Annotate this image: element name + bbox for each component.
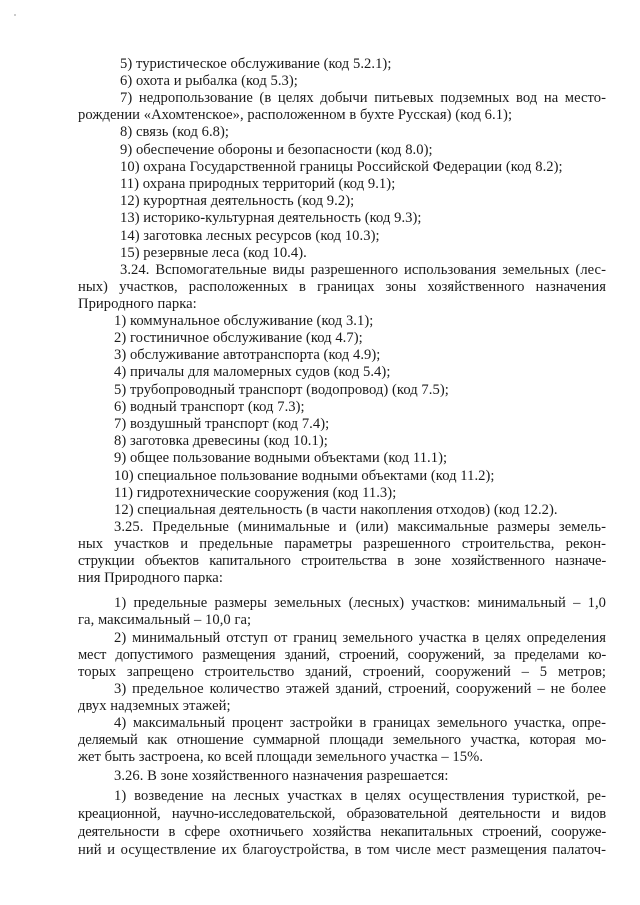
scan-speck — [14, 14, 16, 16]
text-line: 7) воздушный транспорт (код 7.4); — [114, 416, 330, 432]
text-line: 6) охота и рыбалка (код 5.3); — [120, 73, 298, 89]
text-line: Природного парка: — [78, 296, 197, 312]
text-line: 5) трубопроводный транспорт (водопровод) (код 7.5); — [114, 382, 449, 398]
text-line: 3) предельное количество этажей зданий, строений, сооружений – не более — [114, 681, 606, 697]
text-line: 15) резервные леса (код 10.4). — [120, 245, 307, 261]
text-line: 4) максимальный процент застройки в границах земельного участка, опре- — [114, 715, 606, 731]
text-line: 10) охрана Государственной границы Российской Федерации (код 8.2); — [120, 159, 563, 175]
text-line: 7) недропользование (в целях добычи питьевых подземных вод на место- — [120, 90, 606, 106]
text-line: ных участков и предельные параметры разрешенного строительства, рекон- — [78, 536, 606, 552]
text-line: 8) заготовка древесины (код 10.1); — [114, 433, 328, 449]
text-line: ния Природного парка: — [78, 570, 223, 586]
text-line: 1) возведение на лесных участках в целях осуществления туристкой, ре- — [114, 788, 606, 804]
text-line: торых запрещено строительство зданий, строений, сооружений – 5 метров; — [78, 664, 606, 680]
text-line: 11) охрана природных территорий (код 9.1); — [120, 176, 396, 192]
text-line: 9) общее пользование водными объектами (код 11.1); — [114, 450, 448, 466]
text-line: 6) водный транспорт (код 7.3); — [114, 399, 305, 415]
text-line: 10) специальное пользование водными объектами (код 11.2); — [114, 468, 495, 484]
text-line: жет быть застроена, ко всей площади земельного участка – 15%. — [78, 749, 484, 765]
text-line: 12) специальная деятельность (в части накопления отходов) (код 12.2). — [114, 502, 558, 518]
text-line: ных) участков, расположенных в границах зоны хозяйственного назначения — [78, 279, 606, 295]
text-line: мест допустимого размещения зданий, строений, сооружений, за пределами ко- — [78, 647, 606, 663]
section-heading: 3.24. Вспомогательные виды разрешенного использования земельных (лес- — [120, 262, 606, 278]
text-line: 5) туристическое обслуживание (код 5.2.1); — [120, 56, 392, 72]
text-line: 14) заготовка лесных ресурсов (код 10.3); — [120, 228, 380, 244]
text-line: 4) причалы для маломерных судов (код 5.4); — [114, 364, 391, 380]
text-line: 1) коммунальное обслуживание (код 3.1); — [114, 313, 374, 329]
text-line: креационной, научно-исследовательской, образовательной деятельности и видов — [78, 806, 606, 822]
text-line: 9) обеспечение обороны и безопасности (код 8.0); — [120, 142, 433, 158]
text-line: га, максимальный – 10,0 га; — [78, 612, 252, 628]
text-line: двух надземных этажей; — [78, 698, 231, 714]
text-line: ний и осуществление их благоустройства, в том числе мест размещения палаточ- — [78, 842, 606, 858]
text-line: 8) связь (код 6.8); — [120, 124, 230, 140]
text-line: 11) гидротехнические сооружения (код 11.3); — [114, 485, 397, 501]
text-line: 2) минимальный отступ от границ земельного участка в целях определения — [114, 630, 606, 646]
text-line: деляемый как отношение суммарной площади земельного участка, которая мо- — [78, 732, 606, 748]
text-line: струкции объектов капитального строительства в зоне хозяйственного назначе- — [78, 553, 606, 569]
text-line: 2) гостиничное обслуживание (код 4.7); — [114, 330, 363, 346]
text-line: 3) обслуживание автотранспорта (код 4.9); — [114, 347, 381, 363]
text-line: рождении «Ахомтенское», расположенном в бухте Русская) (код 6.1); — [78, 107, 513, 123]
text-line: 1) предельные размеры земельных (лесных) участков: минимальный – 1,0 — [114, 595, 606, 611]
section-heading: 3.25. Предельные (минимальные и (или) максимальные размеры земель- — [114, 519, 606, 535]
text-line: 12) курортная деятельность (код 9.2); — [120, 193, 355, 209]
text-line: 13) историко-культурная деятельность (код 9.3); — [120, 210, 422, 226]
section-heading: 3.26. В зоне хозяйственного назначения разрешается: — [114, 768, 449, 784]
text-line: деятельности в сфере охотничьего хозяйства некапитальных строений, сооруже- — [78, 824, 606, 840]
